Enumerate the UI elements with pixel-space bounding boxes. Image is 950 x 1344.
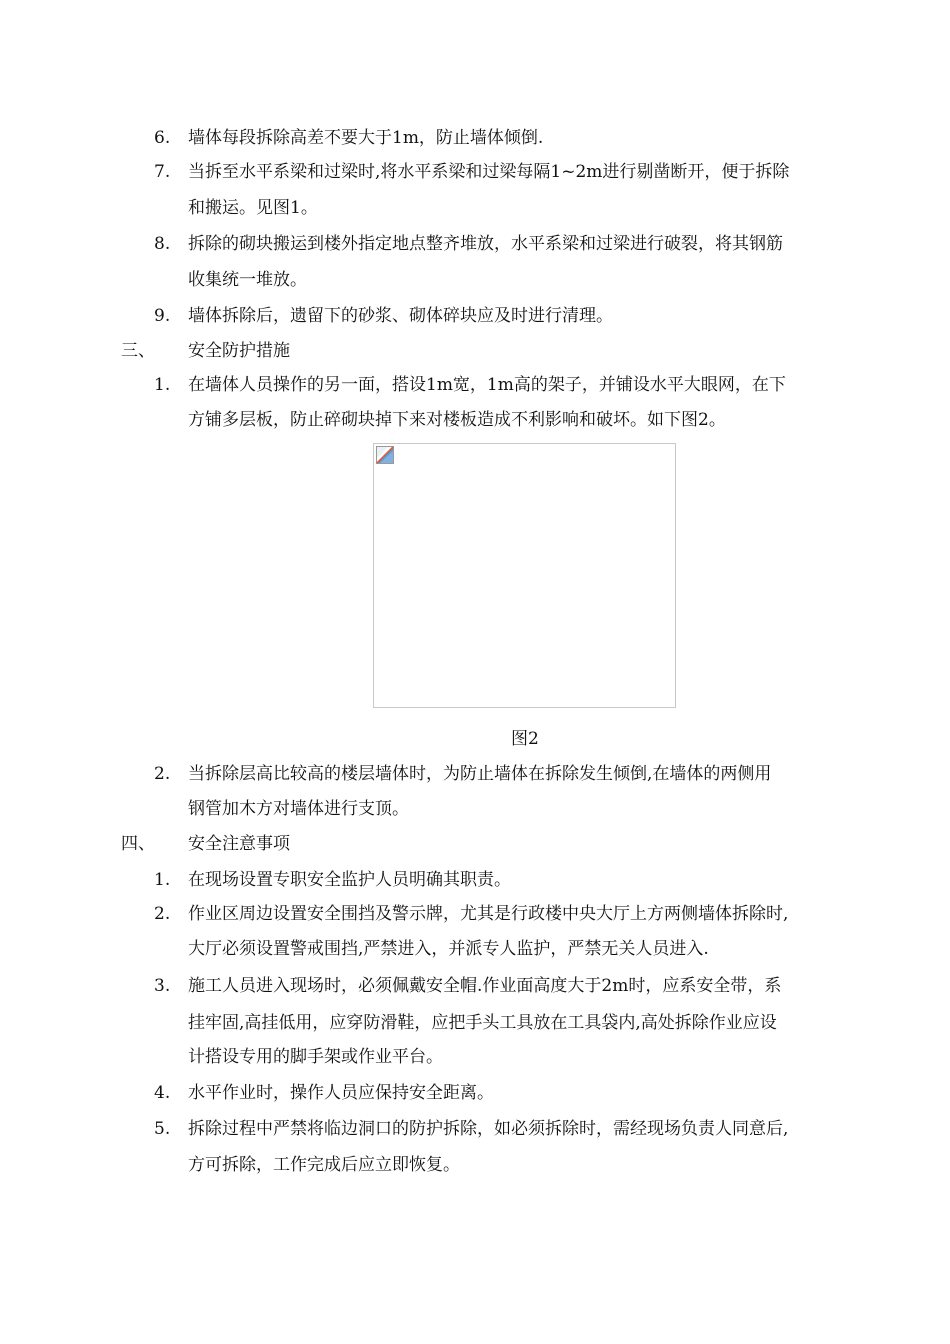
list-item-number: 4. bbox=[154, 1083, 171, 1103]
section-number: 四、 bbox=[121, 834, 155, 854]
list-item-text: 在现场设置专职安全监护人员明确其职责。 bbox=[188, 870, 511, 890]
list-item-number: 1. bbox=[154, 870, 171, 890]
list-item-text: 墙体每段拆除高差不要大于1m，防止墙体倾倒. bbox=[188, 128, 544, 148]
list-item-text: 当拆至水平系梁和过梁时,将水平系梁和过梁每隔1~2m进行剔凿断开，便于拆除 bbox=[188, 162, 790, 182]
list-item-text: 和搬运。见图1。 bbox=[188, 198, 318, 218]
list-item-text: 施工人员进入现场时，必须佩戴安全帽.作业面高度大于2m时，应系安全带，系 bbox=[188, 976, 782, 996]
list-item-number: 3. bbox=[154, 976, 171, 996]
list-item-number: 1. bbox=[154, 375, 171, 395]
list-item-text: 方铺多层板，防止碎砌块掉下来对楼板造成不利影响和破坏。如下图2。 bbox=[188, 410, 726, 430]
list-item-text: 收集统一堆放。 bbox=[188, 270, 307, 290]
broken-image-icon bbox=[376, 446, 394, 464]
list-item-number: 2. bbox=[154, 764, 171, 784]
list-item-number: 2. bbox=[154, 904, 171, 924]
list-item-text: 在墙体人员操作的另一面，搭设1m宽，1m高的架子，并铺设水平大眼网，在下 bbox=[188, 375, 786, 395]
list-item-number: 7. bbox=[154, 162, 171, 182]
figure-caption: 图2 bbox=[511, 729, 539, 749]
section-heading: 安全注意事项 bbox=[188, 834, 290, 854]
list-item-text: 水平作业时，操作人员应保持安全距离。 bbox=[188, 1083, 494, 1103]
section-number: 三、 bbox=[121, 341, 155, 361]
section-heading: 安全防护措施 bbox=[188, 341, 290, 361]
list-item-number: 9. bbox=[154, 306, 171, 326]
list-item-text: 作业区周边设置安全围挡及警示牌，尤其是行政楼中央大厅上方两侧墙体拆除时, bbox=[188, 904, 789, 924]
list-item-text: 当拆除层高比较高的楼层墙体时，为防止墙体在拆除发生倾倒,在墙体的两侧用 bbox=[188, 764, 772, 784]
list-item-number: 8. bbox=[154, 234, 171, 254]
list-item-text: 挂牢固,高挂低用，应穿防滑鞋，应把手头工具放在工具袋内,高处拆除作业应设 bbox=[188, 1013, 777, 1033]
list-item-text: 计搭设专用的脚手架或作业平台。 bbox=[188, 1047, 443, 1067]
list-item-number: 5. bbox=[154, 1119, 171, 1139]
list-item-text: 拆除过程中严禁将临边洞口的防护拆除，如必须拆除时，需经现场负责人同意后, bbox=[188, 1119, 789, 1139]
list-item-text: 墙体拆除后，遗留下的砂浆、砌体碎块应及时进行清理。 bbox=[188, 306, 613, 326]
list-item-text: 方可拆除，工作完成后应立即恢复。 bbox=[188, 1155, 460, 1175]
list-item-number: 6. bbox=[154, 128, 171, 148]
list-item-text: 大厅必须设置警戒围挡,严禁进入，并派专人监护，严禁无关人员进入. bbox=[188, 939, 709, 959]
list-item-text: 钢管加木方对墙体进行支顶。 bbox=[188, 799, 409, 819]
list-item-text: 拆除的砌块搬运到楼外指定地点整齐堆放，水平系梁和过梁进行破裂，将其钢筋 bbox=[188, 234, 783, 254]
figure-image-placeholder bbox=[373, 443, 676, 708]
